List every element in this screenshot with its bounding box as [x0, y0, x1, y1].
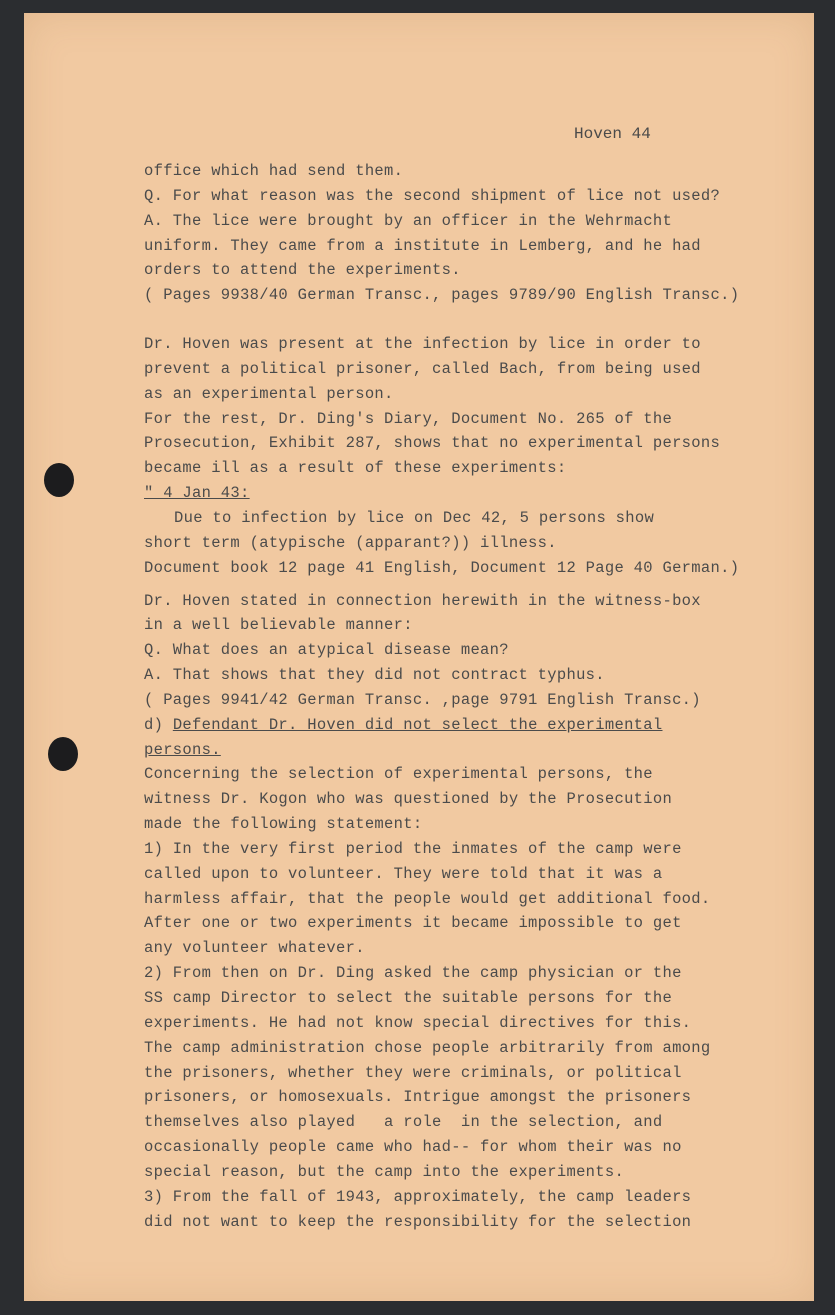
- text-line: as an experimental person.: [144, 384, 394, 403]
- text-line: For the rest, Dr. Ding's Diary, Document No. 265 of the: [144, 409, 673, 428]
- text-line: The camp administration chose people arbitrarily from among: [144, 1038, 711, 1057]
- text-line: occasionally people came who had-- for whom their was no: [144, 1138, 682, 1157]
- text-line: 2) From then on Dr. Ding asked the camp physician or the: [144, 964, 682, 983]
- text-line: experiments. He had not know special directives for this.: [144, 1013, 692, 1032]
- text-line: 3) From the fall of 1943, approximately, the camp leaders: [144, 1187, 692, 1206]
- text-line: A. The lice were brought by an officer in the Wehrmacht: [144, 211, 673, 230]
- punch-hole: [48, 737, 78, 771]
- section-heading-d: [144, 713, 804, 763]
- punch-hole: [44, 463, 74, 497]
- text-line: ( Pages 9938/40 German Transc., pages 9789/90 English Transc.): [144, 286, 740, 305]
- paragraph-hoven-present: [144, 332, 804, 506]
- text-line: Dr. Hoven was present at the infection by lice in order to: [144, 335, 701, 354]
- paragraph-selection: [144, 762, 804, 1234]
- section-title-continued: persons.: [144, 740, 221, 759]
- text-line: Concerning the selection of experimental persons, the: [144, 765, 653, 784]
- text-line: any volunteer whatever.: [144, 939, 365, 958]
- document-body: [144, 159, 804, 1234]
- text-line: ( Pages 9941/42 German Transc. ,page 9791 English Transc.): [144, 690, 701, 709]
- text-line: did not want to keep the responsibility for the selection: [144, 1212, 692, 1231]
- text-line: SS camp Director to select the suitable persons for the: [144, 989, 673, 1007]
- text-line: themselves also played a role in the selection, and: [144, 1113, 663, 1132]
- section-title: Defendant Dr. Hoven did not select the experimental: [172, 715, 663, 734]
- text-line: Q. What does an atypical disease mean?: [144, 641, 509, 660]
- paragraph-testimony-lice: [144, 159, 804, 308]
- text-line: Due to infection by lice on Dec 42, 5 persons show: [174, 508, 655, 527]
- text-line: in a well believable manner:: [144, 616, 413, 635]
- document-page: [24, 13, 814, 1301]
- text-line: witness Dr. Kogon who was questioned by the Prosecution: [144, 790, 673, 809]
- text-line: Dr. Hoven stated in connection herewith in the witness-box: [144, 591, 701, 610]
- text-line: orders to attend the experiments.: [144, 261, 461, 280]
- text-line: 1) In the very first period the inmates of the camp were: [144, 839, 682, 858]
- page-header: Hoven 44: [574, 125, 651, 143]
- text-line: the prisoners, whether they were criminals, or political: [144, 1063, 682, 1082]
- text-line: short term (atypische (apparant?)) illness.: [144, 533, 557, 552]
- text-line: uniform. They came from a institute in Lemberg, and he had: [144, 236, 701, 255]
- text-line: A. That shows that they did not contract typhus.: [144, 666, 605, 685]
- text-line: harmless affair, that the people would get additional food.: [144, 889, 711, 908]
- text-line: prevent a political prisoner, called Bach, from being used: [144, 359, 701, 378]
- text-line: Q. For what reason was the second shipment of lice not used?: [144, 186, 721, 205]
- text-line: special reason, but the camp into the experiments.: [144, 1162, 625, 1181]
- text-line: called upon to volunteer. They were told that it was a: [144, 864, 663, 883]
- text-line: became ill as a result of these experiments:: [144, 459, 567, 478]
- diary-date: " 4 Jan 43:: [144, 484, 250, 503]
- text-line: After one or two experiments it became impossible to get: [144, 914, 682, 933]
- text-line: Prosecution, Exhibit 287, shows that no experimental persons: [144, 434, 721, 453]
- text-line: prisoners, or homosexuals. Intrigue amongst the prisoners: [144, 1088, 692, 1107]
- text-line: made the following statement:: [144, 815, 423, 834]
- section-prefix: d): [144, 715, 173, 734]
- text-line: office which had send them.: [144, 162, 404, 180]
- paragraph-witness-box: [144, 589, 804, 713]
- text-line: Document book 12 page 41 English, Document 12 Page 40 German.): [144, 558, 740, 577]
- paragraph-diary-quote: [144, 506, 804, 581]
